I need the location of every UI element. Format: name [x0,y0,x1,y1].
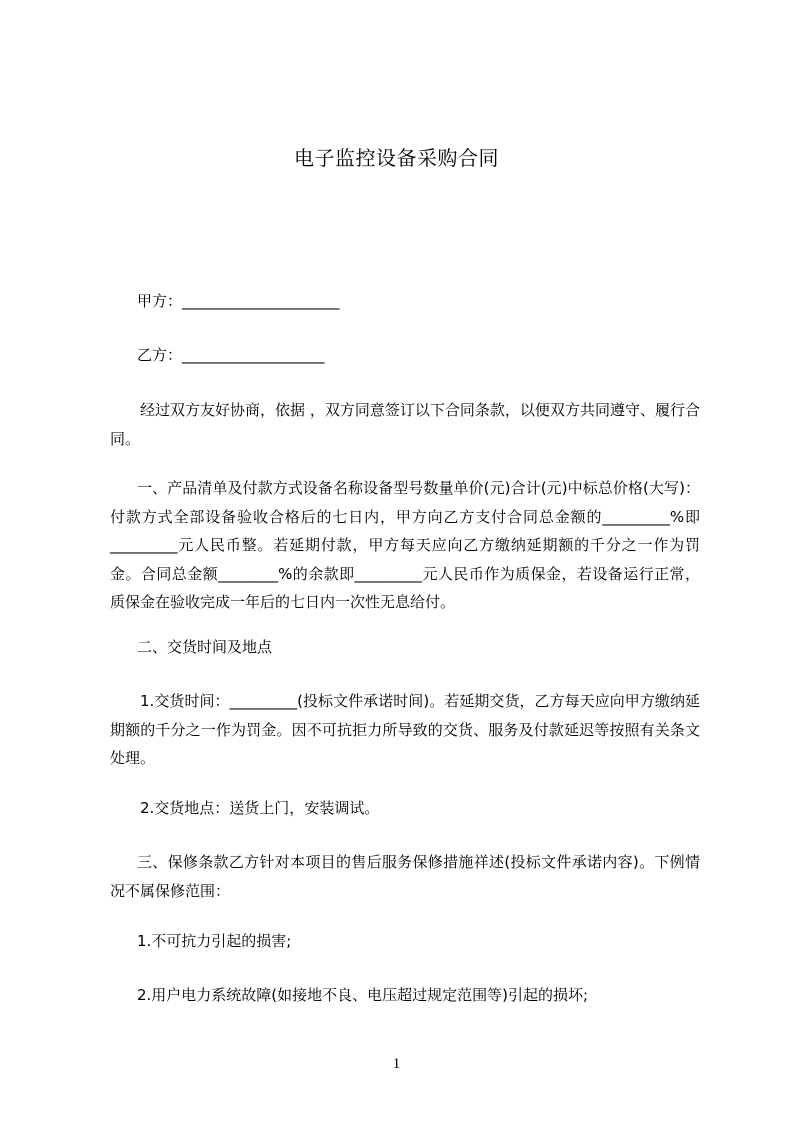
section-2-heading: 二、交货时间及地点 [137,638,273,656]
section-3-paragraph: 三、保修条款乙方针对本项目的售后服务保修措施祥述(投标文件承诺内容)。下例情况不属保修范围： [110,853,700,900]
section-2-item-2: 2.交货地点：送货上门，安装调试。 [140,799,380,817]
party-a-field: 甲方：_____________________ [137,292,340,310]
section-3-item-2: 2.用户电力系统故障(如接地不良、电压超过规定范围等)引起的损坏; [137,986,589,1004]
document-title: 电子监控设备采购合同 [294,146,499,170]
page-number: 1 [392,1056,401,1072]
intro-paragraph: 经过双方友好协商，依据 ，双方同意签订以下合同条款，以便双方共同遵守、履行合同。 [110,401,700,448]
section-3-item-1: 1.不可抗力引起的损害; [137,932,292,950]
section-2-item-1: 1.交货时间：_________(投标文件承诺时间)。若延期交货，乙方每天应向甲方缴纳延期额的千分之一作为罚金。因不可抗拒力所导致的交货、服务及付款延迟等按照有关条文处理。 [110,692,700,767]
section-1-paragraph: 一、产品清单及付款方式设备名称设备型号数量单价(元)合计(元)中标总价格(大写)：付款方式全部设备验收合格后的七日内，甲方向乙方支付合同总金额的_________%即_________元人民币整。若延期付款，甲方每天应向乙方缴纳延期额的千分之一作为罚金。合同总金额________%的余款即_________元人民币作为质保金，若设备运行正常，质保金在验收完成一年后的七日内一次性无息给付。 [110,479,700,611]
party-b-field: 乙方：___________________ [137,346,325,364]
